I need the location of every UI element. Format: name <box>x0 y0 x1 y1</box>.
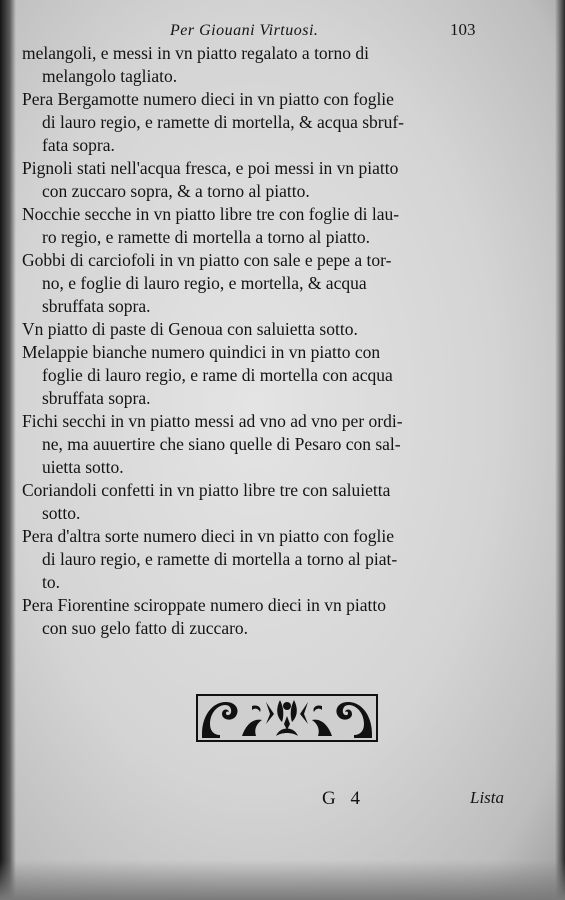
text-line: con zuccaro sopra, & a torno al piatto. <box>42 181 310 201</box>
text-line: Nocchie secche in vn piatto libre tre con foglie di lau- <box>22 204 400 224</box>
text-line: melangoli, e messi in vn piatto regalato a torno di <box>22 43 370 63</box>
text-line: ro regio, e ramette di mortella a torno al piatto. <box>42 227 371 247</box>
text-line: no, e foglie di lauro regio, e mortella, & acqua <box>42 273 367 293</box>
text-line: con suo gelo fatto di zuccaro. <box>42 618 249 638</box>
text-line: fata sopra. <box>42 135 115 155</box>
text-line: Pera d'altra sorte numero dieci in vn piatto con foglie <box>22 526 394 546</box>
printers-ornament-icon <box>196 694 378 747</box>
page-left-shadow <box>0 0 16 900</box>
text-line: Melappie bianche numero quindici in vn piatto con <box>22 342 381 362</box>
page-number: 103 <box>450 20 476 39</box>
text-line: Gobbi di carciofoli in vn piatto con sale e pepe a tor- <box>22 250 392 270</box>
text-line: Pera Fiorentine sciroppate numero dieci in vn piatto <box>22 595 386 615</box>
page-right-shadow <box>555 0 565 900</box>
body-text <box>22 42 522 640</box>
text-line: Pignoli stati nell'acqua fresca, e poi messi in vn piatto <box>22 158 399 178</box>
text-line: ne, ma auuertire che siano quelle di Pesaro con sal- <box>42 434 401 454</box>
text-line: foglie di lauro regio, e rame di mortella con acqua <box>42 365 393 385</box>
text-line: sbruffata sopra. <box>42 296 151 316</box>
text-line: melangolo tagliato. <box>42 66 178 86</box>
text-line: Fichi secchi in vn piatto messi ad vno ad vno per ordi- <box>22 411 403 431</box>
text-line: sbruffata sopra. <box>42 388 151 408</box>
page-footer <box>0 788 565 812</box>
text-line: Pera Bergamotte numero dieci in vn piatto con foglie <box>22 89 394 109</box>
running-head: Per Giouani Virtuosi. <box>170 22 319 39</box>
text-line: Coriandoli confetti in vn piatto libre tre con saluietta <box>22 480 391 500</box>
text-line: uietta sotto. <box>42 457 124 477</box>
text-line: di lauro regio, e ramette di mortella a torno al piat- <box>42 549 398 569</box>
catchword: Lista <box>470 788 505 807</box>
page-bottom-shadow <box>0 860 565 900</box>
text-line: to. <box>42 572 60 592</box>
text-line: sotto. <box>42 503 81 523</box>
signature-mark: G 4 <box>322 788 365 809</box>
text-line: di lauro regio, e ramette di mortella, & acqua sbruf- <box>42 112 405 132</box>
text-line: Vn piatto di paste di Genoua con saluietta sotto. <box>22 319 358 339</box>
